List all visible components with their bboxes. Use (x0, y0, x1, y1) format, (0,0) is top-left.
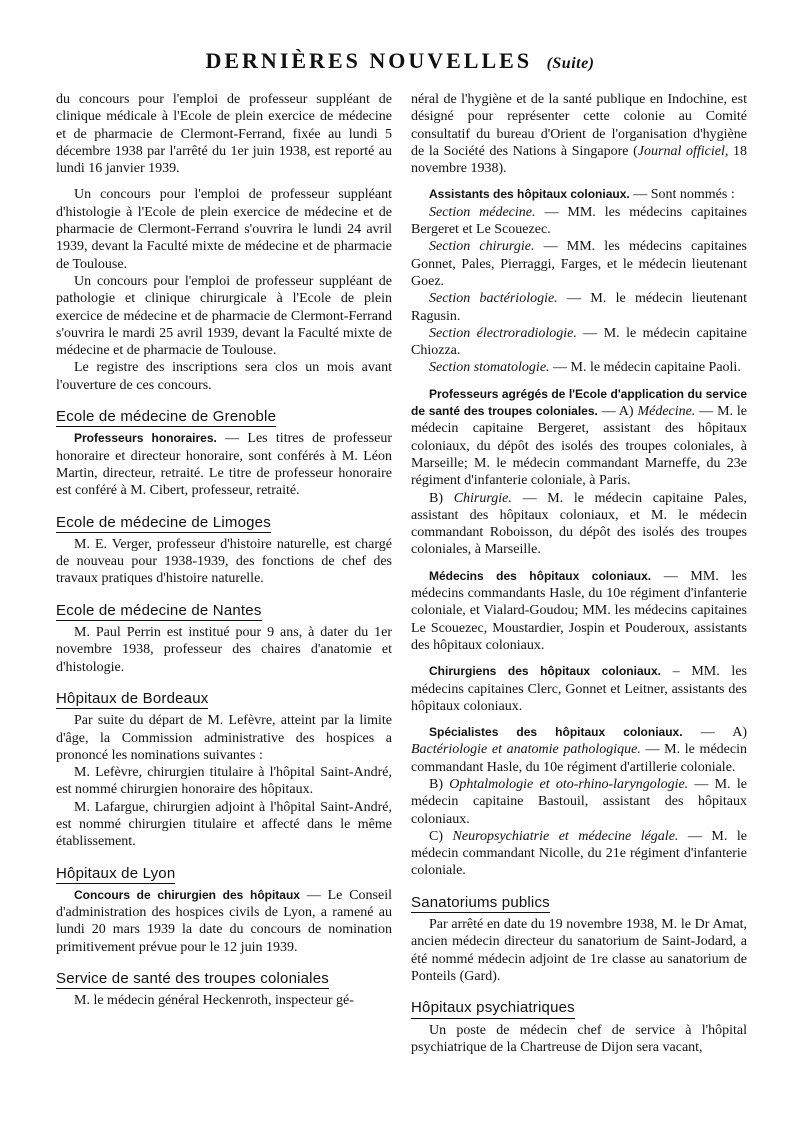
assistants-item-text: — MM. les médecins capitaines Gonnet, Pales, Pierraggi, Farges, et le médecin lieutenant Goez. (411, 239, 747, 289)
specialistes-b-sub: Ophtalmologie et oto-rhino-laryngologie. (449, 776, 689, 792)
right-p1-end: 18 novembre 1938). (411, 143, 747, 177)
medecins-lead: Médecins des hôpitaux coloniaux. (429, 568, 652, 583)
bordeaux-paragraph-3: M. Lafargue, chirurgien adjoint à l'hôpital Saint-André, est nommé chirurgien titulaire et affecté dans le même établissement. (56, 799, 392, 850)
grenoble-text: — Les titres de professeur honoraire et directeur honoraire, sont conférés à M. Léon Martin, directeur, retraité. Le titre de professeur honoraire est conféré à M. Cibert, professeur, retraité. (56, 431, 392, 499)
chirurgiens-text: – MM. les médecins capitaines Clerc, Gonnet et Leitner, assistants des hôpitaux coloniaux. (411, 664, 747, 714)
specialistes-c-sub: Neuropsychiatrie et médecine légale. (452, 828, 679, 844)
section-title-bordeaux: Hôpitaux de Bordeaux (56, 690, 208, 709)
agreges-a-prefix: — A) (597, 404, 638, 420)
assistants-item-text: — M. le médecin capitaine Paoli. (549, 360, 741, 376)
right-paragraph-1 (411, 91, 747, 177)
section-title-limoges: Ecole de médecine de Limoges (56, 514, 271, 533)
lyon-lead: Concours de chirurgien des hôpitaux (74, 887, 300, 902)
specialistes-b-text: — M. le médecin capitaine Bastouil, assistant des hôpitaux coloniaux. (411, 776, 747, 827)
specialistes-a-prefix: — A) (682, 725, 747, 741)
nantes-paragraph: M. Paul Perrin est institué pour 9 ans, à dater du 1er novembre 1938, professeur des chaires d'anatomie et d'histologie. (56, 625, 392, 675)
chirurgiens-lead: Chirurgiens des hôpitaux coloniaux. (429, 664, 661, 679)
right-column (411, 91, 747, 1056)
section-title-lyon: Hôpitaux de Lyon (56, 865, 175, 884)
limoges-paragraph: M. E. Verger, professeur d'histoire naturelle, est chargé de nouveau pour 1938-1939, des fonctions de chef des travaux pratiques d'histoire naturelle. (56, 536, 392, 587)
assistants-item-text: — M. le médecin capitaine Chiozza. (411, 325, 747, 359)
agreges-paragraph-b (411, 490, 747, 559)
left-paragraph-3: Un concours pour l'emploi de professeur suppléant de pathologie et clinique chirurgicale à l'Ecole de plein exercice de médecine et de pharmacie de Clermont-Ferrand s'ouvrira le mardi 25 avril 1939, devant la Faculté mixte de médecine et de pharmacie de Toulouse. (56, 273, 392, 359)
grenoble-paragraph (56, 430, 392, 499)
assistants-item-sub: Section médecine. (429, 204, 536, 220)
right-p1-text: néral de l'hygiène et de la santé publique en Indochine, est désigné pour représenter cette colonie au Comité consultatif du bureau d'Orient de l'organisation d'hygiène de la Société des Nations à Singapore ( (411, 92, 747, 159)
left-column (56, 91, 392, 1010)
chirurgiens-paragraph (411, 663, 747, 715)
left-paragraph-4: Le registre des inscriptions sera clos un mois avant l'ouverture de ces concours. (56, 360, 392, 393)
specialistes-b-prefix: B) (429, 776, 450, 792)
section-title-sanatoriums: Sanatoriums publics (411, 894, 550, 913)
header-suite: (Suite) (546, 55, 595, 72)
left-paragraph-1: du concours pour l'emploi de professeur suppléant de clinique médicale à l'Ecole de plein exercice de médecine et de pharmacie de Clermont-Ferrand, fixée au lundi 5 décembre 1938 par l'arrêté du 1er juin 1938, est reporté au lundi 16 janvier 1939. (56, 92, 392, 177)
specialistes-lead: Spécialistes des hôpitaux coloniaux. (429, 725, 683, 740)
assistants-item (411, 204, 747, 239)
header-title: DERNIÈRES NOUVELLES (205, 48, 533, 73)
bordeaux-paragraph-2: M. Lefèvre, chirurgien titulaire à l'hôpital Saint-André, est nommé chirurgien honoraire des hôpitaux. (56, 765, 392, 798)
agreges-b-sub: Chirurgie. (453, 490, 512, 506)
agreges-lead: Professeurs agrégés de l'Ecole d'application du service de santé des troupes coloniales. (411, 386, 747, 419)
assistants-item-sub: Section stomatologie. (429, 360, 550, 376)
medecins-paragraph (411, 568, 747, 654)
service-sante-paragraph: M. le médecin général Heckenroth, inspecteur gé- (74, 993, 354, 1009)
assistants-item-sub: Section électroradiologie. (429, 325, 577, 341)
right-p1-italic: Journal officiel, (637, 143, 729, 159)
agreges-b-text: — M. le médecin capitaine Pales, assistant des hôpitaux coloniaux, et M. le médecin commandant Roboisson, du dépôt des isolés des troupes coloniales, à Marseille. (411, 490, 747, 558)
assistants-item-sub: Section chirurgie. (429, 239, 535, 255)
lyon-text: — Le Conseil d'administration des hospices civils de Lyon, a ramené au lundi 20 mars 1939 la date du concours de nomination primitivement prévue pour le 12 juin 1939. (56, 887, 392, 955)
lyon-paragraph (56, 887, 392, 956)
specialistes-c-prefix: C) (429, 828, 453, 844)
specialistes-c-text: — M. le médecin commandant Nicolle, du 21e régiment d'infanterie coloniale. (411, 828, 747, 879)
specialistes-paragraph-c (411, 828, 747, 880)
assistants-item (411, 325, 747, 360)
section-title-nantes: Ecole de médecine de Nantes (56, 602, 262, 621)
grenoble-lead: Professeurs honoraires. (74, 431, 217, 446)
agreges-a-sub: Médecine. (637, 404, 696, 420)
agreges-b-prefix: B) (429, 490, 454, 506)
section-title-grenoble: Ecole de médecine de Grenoble (56, 408, 276, 427)
section-title-psychiatriques: Hôpitaux psychiatriques (411, 999, 575, 1018)
assistants-item-text: — M. le médecin lieutenant Ragusin. (411, 291, 747, 324)
specialistes-a-text: — M. le médecin commandant Hasle, du 10e régiment d'artillerie coloniale. (411, 742, 747, 775)
agreges-paragraph-a (411, 386, 747, 490)
sanatoriums-paragraph: Par arrêté en date du 19 novembre 1938, M. le Dr Amat, ancien médecin directeur du sanatorium de Saint-Jodard, a été nommé médecin adjoint de 1re classe au sanatorium de Ponteils (Gard). (411, 917, 747, 984)
assistants-lead-rest: — Sont nommés : (629, 187, 735, 203)
medecins-text: — MM. les médecins commandants Hasle, du 10e régiment d'infanterie coloniale, et Vialard-Goudou; MM. les médecins capitaines Le Scouezec, Moustardier, Jospin et Pouderoux, assistants des hôpitaux coloniaux. (411, 568, 747, 653)
assistants-heading (411, 186, 747, 203)
assistants-item-text: — MM. les médecins capitaines Bergeret et Le Scouezec. (411, 204, 748, 238)
bordeaux-paragraph-1: Par suite du départ de M. Lefèvre, atteint par la limite d'âge, la Commission administrative des hospices a prononcé les nominations suivantes : (56, 713, 392, 763)
specialistes-paragraph-b (411, 776, 747, 828)
page-header (0, 48, 800, 74)
agreges-a-text: — M. le médecin capitaine Bergeret, assistant des hôpitaux coloniaux, du dépôt des isolés des troupes coloniales, à Marseille; M. le médecin commandant Marneffe, du 23e régiment d'infanterie coloniale, à Paris. (411, 404, 747, 489)
section-title-service-sante: Service de santé des troupes coloniales (56, 970, 329, 989)
assistants-lead: Assistants des hôpitaux coloniaux. (429, 187, 630, 202)
assistants-item (411, 359, 747, 376)
psychiatriques-paragraph: Un poste de médecin chef de service à l'hôpital psychiatrique de la Chartreuse de Dijon sera vacant, (411, 1022, 747, 1055)
specialistes-a-sub: Bactériologie et anatomie pathologique. (411, 742, 641, 758)
assistants-item (411, 238, 747, 290)
assistants-item (411, 290, 747, 325)
assistants-item-sub: Section bactériologie. (429, 291, 558, 307)
left-paragraph-2: Un concours pour l'emploi de professeur suppléant d'histologie à l'Ecole de plein exercice de médecine et de pharmacie de Clermont-Ferrand s'ouvrira le lundi 24 avril 1939, devant la Faculté mixte de médecine et de pharmacie de Toulouse. (56, 187, 392, 272)
specialistes-paragraph-a (411, 724, 747, 776)
